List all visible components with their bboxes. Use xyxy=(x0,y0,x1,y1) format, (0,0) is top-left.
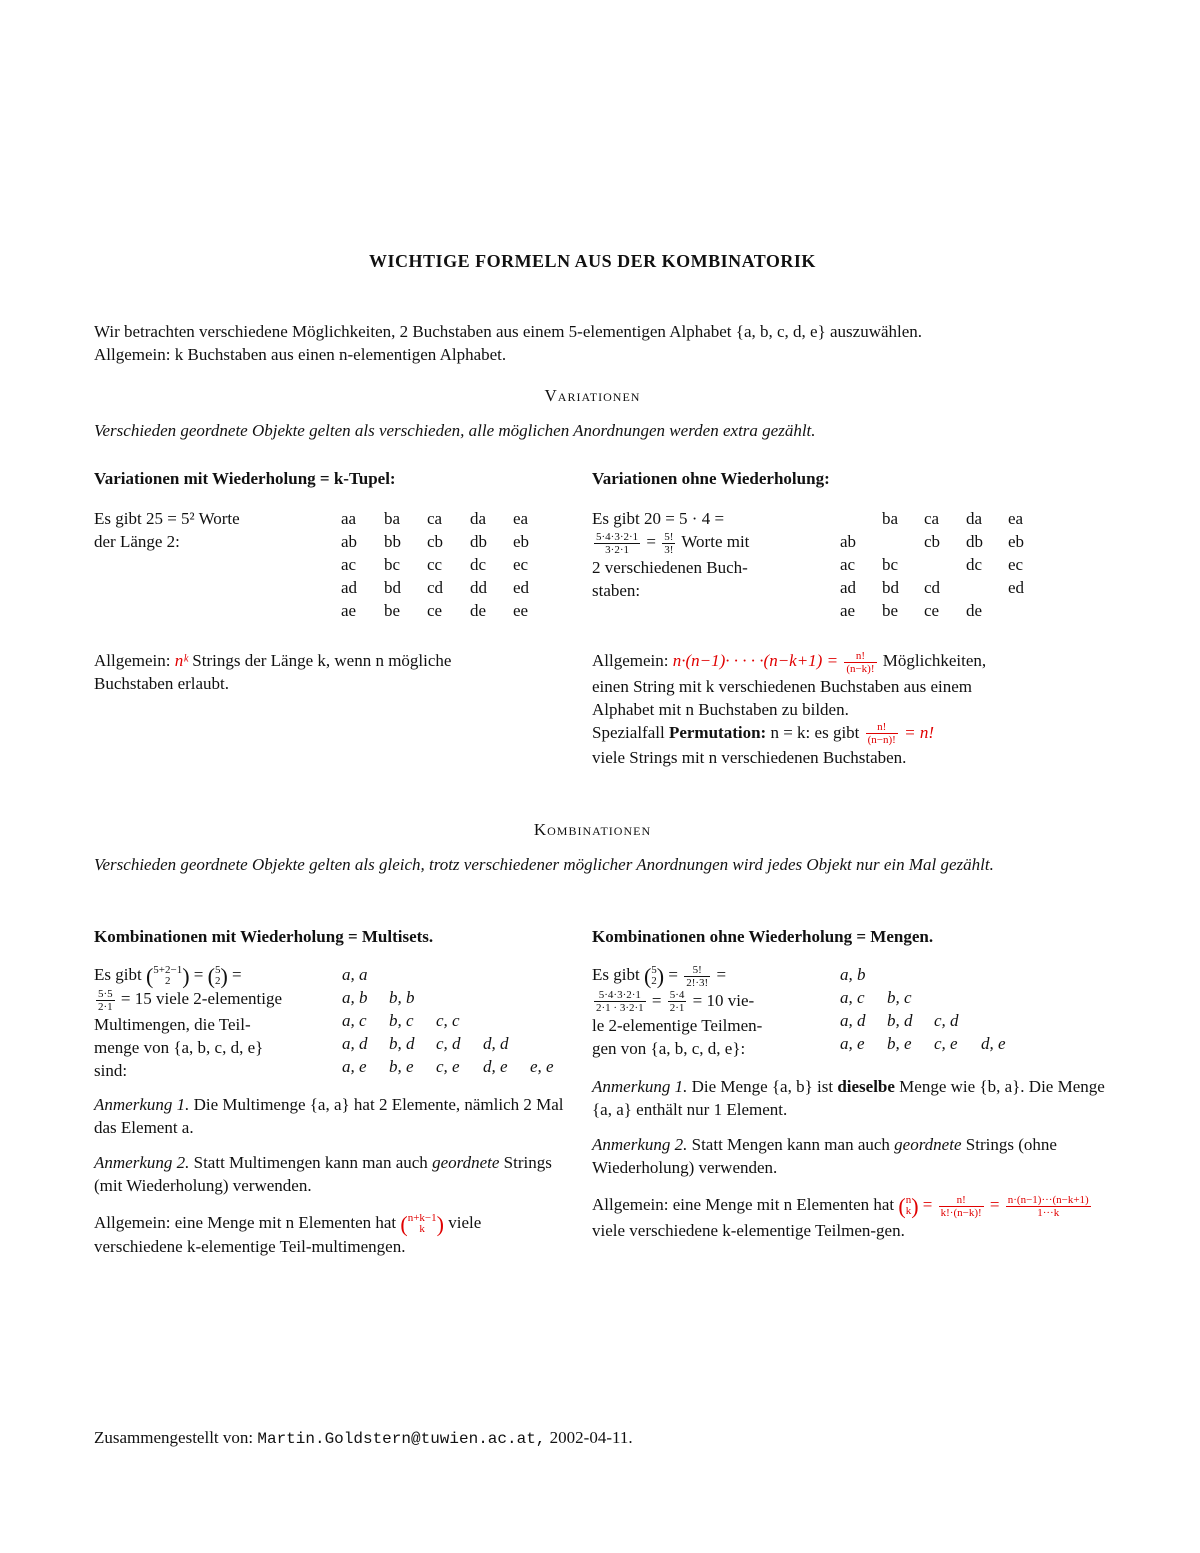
grid-cell xyxy=(981,1009,1028,1032)
grid-cell: b, c xyxy=(887,988,912,1007)
grid-cell: ce xyxy=(924,601,940,620)
grid-cell: ce xyxy=(427,601,443,620)
kombinationen-ohne-anm-2 xyxy=(592,1133,1107,1179)
variationen-mit-text-2: der Länge 2: xyxy=(94,532,180,551)
grid-cell: b, d xyxy=(389,1034,415,1053)
kombinationen-ohne-general-end: viele verschiedene k-elementige Teilmen-gen. xyxy=(592,1220,905,1240)
grid-cell: ad xyxy=(840,578,857,597)
section-heading-variationen: Variationen xyxy=(544,386,641,405)
grid-cell: a, a xyxy=(342,965,368,984)
grid-cell: b, e xyxy=(887,1034,912,1053)
kombinationen-ohne-anm-1-label: Anmerkung 1. xyxy=(592,1077,688,1096)
variationen-mit-heading: Variationen mit Wiederholung = k-Tupel: xyxy=(94,469,396,488)
grid-cell: da xyxy=(966,509,983,528)
kombinationen-ohne-heading: Kombinationen ohne Wiederholung = Mengen. xyxy=(592,927,934,946)
grid-cell: ab xyxy=(341,532,358,551)
grid-cell: dc xyxy=(470,555,487,574)
grid-cell: be xyxy=(384,601,401,620)
grid-cell: ba xyxy=(882,509,899,528)
grid-cell: c, d xyxy=(934,1011,959,1030)
variationen-ohne-special-mid: n = k: es gibt xyxy=(770,722,860,742)
grid-cell xyxy=(530,963,577,986)
grid-cell: cb xyxy=(427,532,444,551)
grid-cell: eb xyxy=(1008,532,1025,551)
variationen-ohne-general-prefix: Allgemein: xyxy=(592,651,669,670)
kombinationen-mit-general xyxy=(94,1211,574,1258)
intro-line-1: Wir betrachten verschiedene Möglichkeiten, 2 Buchstaben aus einem 5-elementigen Alphabet {a, b, c, d, e} auszuwählen. xyxy=(94,322,923,341)
variationen-ohne-general xyxy=(592,649,1107,769)
grid-cell xyxy=(436,986,483,1009)
kombinationen-mit-l4: menge von {a, b, c, d, e} xyxy=(94,1037,264,1057)
grid-cell: be xyxy=(882,601,899,620)
grid-cell: c, d xyxy=(436,1034,461,1053)
kombinationen-mit-general-prefix: Allgemein: eine Menge mit n Elementen hat xyxy=(94,1213,397,1232)
grid-cell: bc xyxy=(384,555,401,574)
page-title: WICHTIGE FORMELN AUS DER KOMBINATORIK xyxy=(369,251,816,271)
grid-cell: c, c xyxy=(436,1011,460,1030)
variationen-ohne-special-bold: Permutation: xyxy=(668,722,767,742)
kombinationen-ohne-anm-2-italic: geordnete xyxy=(894,1135,962,1154)
kombinationen-mit-anm-2-text-1: Statt Multimengen kann man auch xyxy=(193,1153,428,1172)
grid-cell: ea xyxy=(513,509,529,528)
kombinationen-ohne-anm-1-text-1: Die Menge {a, b} ist xyxy=(691,1077,834,1096)
grid-cell: b, d xyxy=(887,1011,913,1030)
grid-cell: ba xyxy=(384,509,401,528)
grid-cell: d, e xyxy=(981,1034,1006,1053)
grid-cell: a, e xyxy=(840,1034,865,1053)
variationen-mit-general-formula: nᵏ xyxy=(174,651,189,670)
kombinationen-ohne-anm-2-text-2: Strings (ohne Wiederholung) verwenden. xyxy=(592,1135,1057,1177)
kombinationen-ohne-anm-1 xyxy=(592,1075,1107,1121)
kombinationen-mit-general-binom: ( n+k−1 k ) xyxy=(400,1211,444,1237)
variationen-mit-column xyxy=(94,467,574,695)
grid-cell: da xyxy=(470,509,487,528)
grid-cell xyxy=(934,986,981,1009)
kombinationen-ohne-frac-2: $\frac{5\cdot 4}{2\cdot 1}$ xyxy=(669,989,685,1015)
grid-cell xyxy=(530,1032,577,1055)
grid-cell: a, d xyxy=(342,1034,368,1053)
footer-prefix: Zusammengestellt von: xyxy=(94,1428,254,1447)
variationen-ohne-special-result: = n! xyxy=(904,722,934,742)
grid-cell xyxy=(840,507,882,530)
grid-cell xyxy=(530,1009,577,1032)
grid-cell: d, e xyxy=(483,1057,508,1076)
kombinationen-mit-anm-2-italic: geordnete xyxy=(432,1153,500,1172)
grid-cell: a, d xyxy=(840,1011,866,1030)
grid-cell: a, c xyxy=(840,988,865,1007)
kombinationen-mit-grid xyxy=(342,963,577,1078)
variationen-ohne-frac-1: $\frac{5\cdot 4\cdot 3\cdot 2\cdot 1}{3\cdot 2\cdot 1}$ xyxy=(596,530,639,556)
kombinationen-ohne-binom: ( 5 2 ) xyxy=(643,963,665,989)
variationen-mit-general xyxy=(94,649,574,695)
kombinationen-ohne-column: Kombinationen ohne Wiederholung = Mengen. Es gibt ( 5 2 ) = $\frac{5!}{2!\cdot 3!}$ = $\frac{5\cdot 4\cdot 3\cdot 2\cdot 1}{2\cdot 1 \cdot 3\cdot 2\cdot 1}$ = $\frac{5\cdot 4}{2\cdot 1}$ = 10 vie- le 2-elementige Teilmen- gen von {a, b, c, d, e}: a, b a, c b, c a, d b, d c, d a, e b, e c, e d, e Anmerkung 1. Die Menge {a, b} ist dieselbe Menge wie {b, a}. Die Menge {a, a} enthält nur 1 Element. Anmerkung 2. Statt Mengen kann man auch geordnete Strings (ohne Wiederholung) verwenden. Allgemein: eine Menge mit n Elementen hat ( n k ) = $\frac{n!}{k!\cdot(n-k)!}$ = $\frac{n\cdot(n-1)\cdot\cdot\cdot(n-k+1)}{1\cdot\cdot\cdot k}$ viele verschiedene k-elementige Teilmen-gen. xyxy=(592,925,1107,1242)
variationen-ohne-grid xyxy=(840,507,1050,622)
grid-cell xyxy=(483,986,530,1009)
grid-cell xyxy=(934,963,981,986)
kombinationen-mit-binom-2: ( 5 2 ) xyxy=(207,963,228,989)
grid-cell: de xyxy=(966,601,983,620)
kombinationen-ohne-general-prefix: Allgemein: eine Menge mit n Elementen hat xyxy=(592,1195,895,1214)
kombinationen-mit-anm-1-text: Die Multimenge {a, a} hat 2 Elemente, nämlich 2 Mal das Element a. xyxy=(94,1095,564,1137)
variationen-mit-text-1: Es gibt 25 = 5² Worte xyxy=(94,509,240,528)
grid-cell: b, c xyxy=(389,1011,414,1030)
grid-cell: eb xyxy=(513,532,530,551)
kombinationen-ohne-general-binom: ( n k ) xyxy=(898,1193,919,1219)
kombinationen-ohne-grid xyxy=(840,963,1028,1055)
kombinationen-ohne-general-frac-2: $\frac{n\cdot(n-1)\cdot\cdot\cdot(n-k+1)}{1\cdot\cdot\cdot k}$ xyxy=(1007,1193,1089,1219)
grid-cell xyxy=(981,986,1028,1009)
kombinationen-ohne-anm-2-label: Anmerkung 2. xyxy=(592,1135,688,1154)
grid-cell: ed xyxy=(513,578,530,597)
grid-cell: c, e xyxy=(934,1034,958,1053)
grid-cell: bd xyxy=(384,578,401,597)
grid-cell: a, b xyxy=(840,965,866,984)
kombinationen-mit-binom-1: ( 5+2−1 2 ) xyxy=(145,963,190,989)
grid-cell: ca xyxy=(427,509,443,528)
variationen-ohne-general-end: Möglichkeiten, xyxy=(882,651,987,670)
kombinationen-mit-general-end: viele verschiedene k-elementige Teil-multimengen. xyxy=(94,1213,482,1257)
kombinationen-ohne-anm-1-bold: dieselbe xyxy=(837,1077,895,1096)
grid-cell xyxy=(924,553,966,576)
kombinationen-mit-column: Kombinationen mit Wiederholung = Multisets. Es gibt ( 5+2−1 2 ) = ( 5 2 ) = $\frac{5\cdot 5}{2\cdot 1}$ = 15 viele 2-elementige Multimengen, die Teil- menge von {a, b, c, d, e} sind: a, a a, b b, b a, c b, c c, c a, d b, d c, d d, d a, e b, e c, e d, e e, e Anmerkung 1. Die Multimenge {a, a} hat 2 Elemente, nämlich 2 Mal das Element a. Anmerkung 2. Statt Multimengen kann man auch geordnete Strings (mit Wiederholung) verwenden. Allgemein: eine Menge mit n Elementen hat ( n+k−1 k ) viele verschiedene k-elementige Teil-multimengen. xyxy=(94,925,574,1258)
grid-cell xyxy=(389,963,436,986)
grid-cell: cc xyxy=(427,555,443,574)
grid-cell xyxy=(966,576,1008,599)
kombinationen-ohne-general-frac-1: $\frac{n!}{k!\cdot(n-k)!}$ xyxy=(940,1193,982,1219)
intro xyxy=(94,320,1104,366)
grid-cell: ac xyxy=(840,555,856,574)
variationen-ohne-general-formula: n·(n−1)· · · · ·(n−k+1) = xyxy=(672,651,839,670)
grid-cell: ac xyxy=(341,555,357,574)
grid-cell xyxy=(1008,599,1050,622)
variationen-ohne-text-3: 2 verschiedenen Buch- xyxy=(592,557,748,577)
kombinationen-ohne-l1-pre: Es gibt xyxy=(592,965,640,984)
variationen-ohne-heading: Variationen ohne Wiederholung: xyxy=(592,469,830,488)
variationen-ohne-special-prefix: Spezialfall xyxy=(592,722,665,742)
variationen-mit-general-prefix: Allgemein: xyxy=(94,651,171,670)
section-lead-kombinationen: Verschieden geordnete Objekte gelten als gleich, trotz verschiedener möglicher Anordnungen wird jedes Objekt nur ein Mal gezählt. xyxy=(94,855,994,874)
grid-cell: ee xyxy=(513,601,529,620)
grid-cell: de xyxy=(470,601,487,620)
kombinationen-ohne-l3: le 2-elementige Teilmen- xyxy=(592,1016,763,1036)
footer-email[interactable]: Martin.Goldstern@tuwien.ac.at, xyxy=(257,1430,546,1448)
grid-cell: bd xyxy=(882,578,899,597)
grid-cell: bb xyxy=(384,532,401,551)
grid-cell: cb xyxy=(924,532,941,551)
kombinationen-ohne-l1-frac: $\frac{5!}{2!\cdot 3!}$ xyxy=(686,963,709,989)
kombinationen-ohne-anm-2-text-1: Statt Mengen kann man auch xyxy=(691,1135,890,1154)
grid-cell: b, b xyxy=(389,988,415,1007)
grid-cell: ec xyxy=(513,555,529,574)
section-heading-kombinationen: Kombinationen xyxy=(533,820,652,839)
kombinationen-ohne-anm-1-text-2: Menge wie {b, a}. Die Menge {a, a} enthält nur 1 Element. xyxy=(592,1077,1105,1119)
variationen-mit-general-rest: Strings der Länge k, wenn n mögliche xyxy=(192,651,452,670)
kombinationen-mit-l2: = 15 viele 2-elementige xyxy=(120,989,283,1009)
grid-cell: b, e xyxy=(389,1057,414,1076)
grid-cell: a, c xyxy=(342,1011,367,1030)
kombinationen-mit-anm-1 xyxy=(94,1093,574,1139)
kombinationen-ohne-frac-1: $\frac{5\cdot 4\cdot 3\cdot 2\cdot 1}{2\cdot 1 \cdot 3\cdot 2\cdot 1}$ xyxy=(596,989,644,1015)
intro-line-2: Allgemein: k Buchstaben aus einen n-elementigen Alphabet. xyxy=(94,345,507,364)
grid-cell: ec xyxy=(1008,555,1024,574)
grid-cell: c, e xyxy=(436,1057,460,1076)
kombinationen-ohne-general: Allgemein: eine Menge mit n Elementen hat ( n k ) = $\frac{n!}{k!\cdot(n-k)!}$ = $\frac{n\cdot(n-1)\cdot\cdot\cdot(n-k+1)}{1\cdot\cdot\cdot k}$ viele verschiedene k-elementige Teilmen-gen. xyxy=(592,1193,1089,1240)
kombinationen-mit-frac: $\frac{5\cdot 5}{2\cdot 1}$ xyxy=(98,987,113,1013)
variationen-ohne-text-2: Worte mit xyxy=(681,532,750,551)
variationen-ohne-text-1: Es gibt 20 = 5 · 4 = xyxy=(592,509,725,528)
grid-cell: ed xyxy=(1008,578,1025,597)
footer-date: 2002-04-11. xyxy=(549,1428,633,1447)
grid-cell: ae xyxy=(840,601,856,620)
kombinationen-mit-anm-1-label: Anmerkung 1. xyxy=(94,1095,190,1114)
grid-cell: db xyxy=(966,532,983,551)
variationen-ohne-general-line-3: Alphabet mit n Buchstaben zu bilden. xyxy=(592,699,849,719)
grid-cell: ad xyxy=(341,578,358,597)
grid-cell: dc xyxy=(966,555,983,574)
kombinationen-mit-heading: Kombinationen mit Wiederholung = Multisets. xyxy=(94,927,434,946)
section-lead-variationen: Verschieden geordnete Objekte gelten als verschieden, alle möglichen Anordnungen werden extra gezählt. xyxy=(94,421,816,440)
grid-cell: aa xyxy=(341,509,357,528)
grid-cell: bc xyxy=(882,555,899,574)
grid-cell: ea xyxy=(1008,509,1024,528)
footer xyxy=(94,1426,633,1451)
grid-cell: ab xyxy=(840,532,857,551)
variationen-mit-general-line-2: Buchstaben erlaubt. xyxy=(94,674,230,693)
kombinationen-mit-anm-2-label: Anmerkung 2. xyxy=(94,1153,190,1172)
grid-cell xyxy=(436,963,483,986)
grid-cell xyxy=(483,963,530,986)
kombinationen-ohne-l4: gen von {a, b, c, d, e}: xyxy=(592,1039,746,1059)
variationen-ohne-column: Variationen ohne Wiederholung: Es gibt 20 = 5 · 4 = $\frac{5\cdot 4\cdot 3\cdot 2\cdot 1}{3\cdot 2\cdot 1}$ = $\frac{5!}{3!}$ Worte mit 2 verschiedenen Buch- staben: ba ca da ea ab cb db eb ac bc dc ec ad bd cd ed ae be ce de Allgemein: n·(n−1)· · · · ·(n−k+1) = $\frac{n!}{(n-k)!}$ Möglichkeiten, einen String mit k verschiedenen Buchstaben aus einem Alphabet mit n Buchstaben zu bilden. Spezialfall Permutation: n = k: es gibt $\frac{n!}{(n-n)!}$ = n! viele Strings mit n verschiedenen Buchstaben. xyxy=(592,467,1107,769)
variationen-ohne-text-4: staben: xyxy=(592,580,641,600)
variationen-mit-grid xyxy=(341,507,556,622)
variationen-ohne-general-line-2: einen String mit k verschiedenen Buchstaben aus einem xyxy=(592,676,973,696)
kombinationen-mit-anm-2-text-2: Strings (mit Wiederholung) verwenden. xyxy=(94,1153,552,1195)
grid-cell: ae xyxy=(341,601,357,620)
variationen-ohne-general-frac: $\frac{n!}{(n-k)!}$ xyxy=(846,649,875,675)
grid-cell xyxy=(882,530,924,553)
grid-cell xyxy=(887,963,934,986)
grid-cell: dd xyxy=(470,578,487,597)
variationen-ohne-frac-2: $\frac{5!}{3!}$ xyxy=(664,530,674,556)
variationen-ohne-special-line-2: viele Strings mit n verschiedenen Buchstaben. xyxy=(592,748,907,768)
grid-cell: d, d xyxy=(483,1034,509,1053)
grid-cell: cd xyxy=(924,578,941,597)
grid-cell: ca xyxy=(924,509,940,528)
grid-cell: a, b xyxy=(342,988,368,1007)
variationen-ohne-special-frac: $\frac{n!}{(n-n)!}$ xyxy=(867,721,896,747)
grid-cell: cd xyxy=(427,578,444,597)
grid-cell xyxy=(530,986,577,1009)
kombinationen-mit-l5: sind: xyxy=(94,1060,128,1080)
grid-cell: e, e xyxy=(530,1057,554,1076)
kombinationen-mit-l1-pre: Es gibt xyxy=(94,965,142,984)
kombinationen-mit-l3: Multimengen, die Teil- xyxy=(94,1014,251,1034)
grid-cell: a, e xyxy=(342,1057,367,1076)
grid-cell: db xyxy=(470,532,487,551)
kombinationen-mit-anm-2 xyxy=(94,1151,574,1197)
grid-cell xyxy=(483,1009,530,1032)
kombinationen-ohne-l2: = 10 vie- xyxy=(692,990,755,1010)
grid-cell xyxy=(981,963,1028,986)
